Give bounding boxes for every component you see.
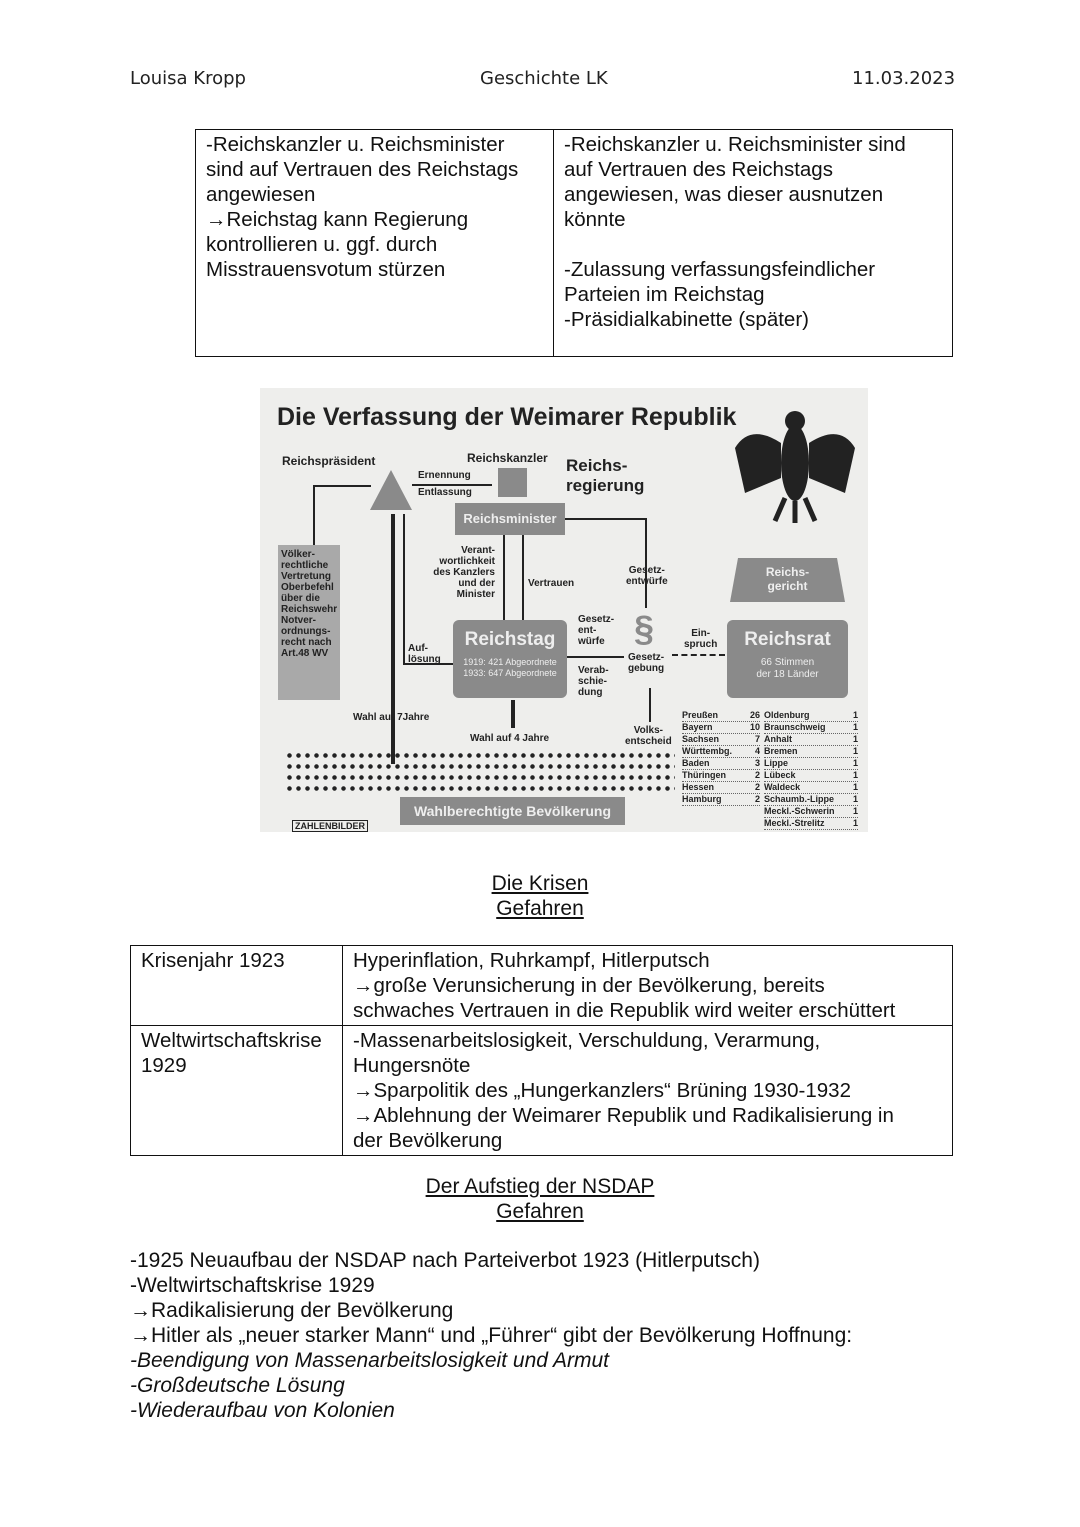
text-line: entscheid	[625, 736, 672, 747]
state-row: Hessen 2	[682, 782, 760, 792]
krise-1929-text	[343, 1026, 953, 1156]
krise-1923-text	[343, 946, 953, 1026]
population-figures	[285, 750, 675, 796]
text-line: des Kanzlers	[433, 567, 495, 578]
text-line: Gesetz-	[628, 565, 665, 576]
text-line: Auf-	[408, 643, 428, 654]
state-row: Baden 3	[682, 758, 760, 768]
text-line: würfe	[578, 636, 605, 647]
diagram-title: Die Verfassung der Weimarer Republik	[277, 403, 737, 431]
reichspraesident-triangle	[370, 470, 412, 510]
table-pros-cons	[195, 129, 953, 357]
table1-right	[554, 130, 953, 357]
state-row: Waldeck 1	[764, 782, 858, 792]
text-line: -Reichskanzler u. Reichsminister	[206, 133, 505, 156]
table1-left	[196, 130, 554, 357]
state-row: Meckl.-Strelitz 1	[764, 818, 858, 828]
text-line: -Weltwirtschaftskrise 1929	[130, 1274, 375, 1297]
reichstag-box: Reichstag 1919: 421 Abgeordnete 1933: 647 Abgeordnete	[453, 620, 567, 698]
text-line: Vertretung	[281, 571, 332, 582]
text-line: der 18 Länder	[756, 669, 819, 680]
text-line: angewiesen	[206, 183, 316, 206]
text-line: →Radikalisierung der Bevölkerung	[130, 1299, 454, 1322]
praesident-powers-box	[278, 545, 340, 700]
text-line: ent-	[578, 625, 597, 636]
text-line: Reichs-	[765, 565, 810, 579]
gesetzentwuerfe-label	[578, 614, 614, 647]
date: 11.03.2023	[852, 68, 956, 89]
state-row: Meckl.-Schwerin 1	[764, 806, 858, 816]
text-line	[564, 232, 942, 257]
text-line: 1929	[141, 1054, 187, 1077]
text-line: Minister	[456, 589, 495, 600]
state-row: Hamburg 2	[682, 794, 760, 804]
state-row: Oldenburg 1	[764, 710, 858, 720]
state-row: Bayern 10	[682, 722, 760, 732]
text-line: Parteien im Reichstag	[564, 283, 765, 306]
section-krisen-heading: Die Krisen Gefahren	[491, 872, 589, 920]
state-row: Thüringen 2	[682, 770, 760, 780]
state-row: Anhalt 1	[764, 734, 858, 744]
text-line: der Bevölkerung	[353, 1129, 503, 1152]
krise-1923-label	[131, 946, 343, 1026]
reichsregierung-label: Reichs- regierung	[566, 456, 645, 495]
text-line: -Massenarbeitslosigkeit, Verschuldung, Verarmung,	[353, 1029, 821, 1052]
text-line: 66 Stimmen	[760, 657, 815, 668]
text-line: Völker-	[281, 549, 315, 560]
states-list	[682, 710, 858, 830]
text-line: und der	[458, 578, 495, 589]
text-line: angewiesen, was dieser ausnutzen	[564, 183, 884, 206]
text-line: -Präsidialkabinette (später)	[564, 308, 809, 331]
text-line: Verant-	[461, 545, 495, 556]
volksentscheid-label	[625, 725, 672, 747]
text-line: -Großdeutsche Lösung	[130, 1374, 345, 1397]
reichsgericht-label	[730, 565, 845, 593]
text-line: Reichswehr	[281, 604, 338, 615]
state-row: Sachsen 7	[682, 734, 760, 744]
subject: Geschichte LK	[480, 68, 608, 89]
text-line: →Reichstag kann Regierung	[206, 208, 469, 231]
eagle-icon	[730, 403, 860, 525]
reichsrat-box: Reichsrat 66 Stimmen der 18 Länder	[727, 620, 848, 698]
aufloesung-label	[408, 643, 441, 665]
text-line: -Reichskanzler u. Reichsminister sind	[564, 133, 906, 156]
text-line: über die	[281, 593, 320, 604]
bevoelkerung-box: Wahlberechtigte Bevölkerung	[400, 797, 625, 825]
text-line: →Ablehnung der Weimarer Republik und Radikalisierung in	[353, 1104, 894, 1127]
reichspraesident-label: Reichspräsident	[282, 454, 376, 468]
text-line: schie-	[578, 676, 607, 687]
text-line: 1919: 421 Abgeordnete	[463, 657, 557, 667]
text-line: entwürfe	[626, 576, 668, 587]
wahl4-label: Wahl auf 4 Jahre	[470, 733, 550, 744]
gesetzentwuerfe-top-label	[626, 565, 668, 587]
state-row: Braunschweig 1	[764, 722, 858, 732]
text-line: lösung	[408, 654, 441, 665]
text-line: kontrollieren u. ggf. durch	[206, 233, 438, 256]
text-line: gericht	[767, 579, 808, 593]
text-line: Hungersnöte	[353, 1054, 471, 1077]
text-line: dung	[578, 687, 603, 698]
einspruch-label	[684, 628, 717, 650]
text-line: Gesetz-	[578, 614, 615, 625]
section-nsdap-heading: Der Aufstieg der NSDAP Gefahren	[425, 1175, 655, 1223]
gesetzgebung-label	[628, 652, 664, 674]
entlassung-label: Entlassung	[418, 487, 472, 498]
text-line: könnte	[564, 208, 626, 231]
text-line: rechtliche	[281, 560, 329, 571]
table-krisen	[130, 945, 953, 1156]
text-line: →große Verunsicherung in der Bevölkerung, bereits	[353, 974, 825, 997]
text-line: Verab-	[578, 665, 609, 676]
state-row: Lippe 1	[764, 758, 858, 768]
reichsminister-box: Reichsminister	[455, 503, 565, 535]
weimar-constitution-diagram	[260, 388, 868, 832]
text-line: sind auf Vertrauen des Reichstags	[206, 158, 519, 181]
text-line: Weltwirtschaftskrise	[141, 1029, 322, 1052]
text-line: spruch	[684, 639, 718, 650]
text-line: Krisenjahr 1923	[141, 949, 285, 972]
text-line: schwaches Vertrauen in die Republik wird weiter erschüttert	[353, 999, 896, 1022]
nsdap-list	[130, 1248, 852, 1423]
text-line: 1933: 647 Abgeordnete	[463, 668, 557, 678]
text-line: wortlichkeit	[439, 556, 495, 567]
reichskanzler-label: Reichskanzler	[467, 451, 548, 465]
state-row: Lübeck 1	[764, 770, 858, 780]
text-line: -Zulassung verfassungsfeindlicher	[564, 258, 876, 281]
text-line: Ein-	[691, 628, 711, 639]
text-line: Gesetz-	[628, 652, 665, 663]
text-line: Oberbefehl	[281, 582, 334, 593]
text-line: ordnungs-	[281, 626, 331, 637]
text-line: gebung	[628, 663, 665, 674]
reichskanzler-box	[498, 468, 527, 497]
text-line: →Sparpolitik des „Hungerkanzlers“ Brüning 1930-1932	[353, 1079, 851, 1102]
verabschiedung-label	[578, 665, 609, 698]
text-line: Hyperinflation, Ruhrkampf, Hitlerputsch	[353, 949, 710, 972]
vertrauen-label: Vertrauen	[528, 578, 575, 589]
text-line: Notver-	[281, 615, 317, 626]
state-row: Bremen 1	[764, 746, 858, 756]
verantwortlichkeit-label	[420, 545, 495, 600]
text-line: recht nach	[281, 637, 332, 648]
wahl7-label: Wahl auf 7Jahre	[353, 712, 430, 723]
ernennung-label: Ernennung	[418, 470, 471, 481]
state-row: Württembg. 4	[682, 746, 760, 756]
text-line: -1925 Neuaufbau der NSDAP nach Parteiverbot 1923 (Hitlerputsch)	[130, 1249, 760, 1272]
author: Louisa Kropp	[130, 68, 246, 89]
text-line: →Hitler als „neuer starker Mann“ und „Führer“ gibt der Bevölkerung Hoffnung:	[130, 1324, 853, 1347]
krise-1929-label	[131, 1026, 343, 1156]
state-row: Preußen 26	[682, 710, 760, 720]
text-line: -Wiederaufbau von Kolonien	[130, 1399, 395, 1422]
zahlenbilder-logo: ZAHLENBILDER	[292, 820, 368, 832]
text-line: Misstrauensvotum stürzen	[206, 258, 446, 281]
text-line: -Beendigung von Massenarbeitslosigkeit und Armut	[130, 1349, 609, 1372]
text-line: Volks-	[633, 725, 663, 736]
state-row: Schaumb.-Lippe 1	[764, 794, 858, 804]
paragraph-icon: §	[634, 608, 655, 649]
text-line: auf Vertrauen des Reichstags	[564, 158, 833, 181]
text-line: Art.48 WV	[281, 648, 329, 659]
